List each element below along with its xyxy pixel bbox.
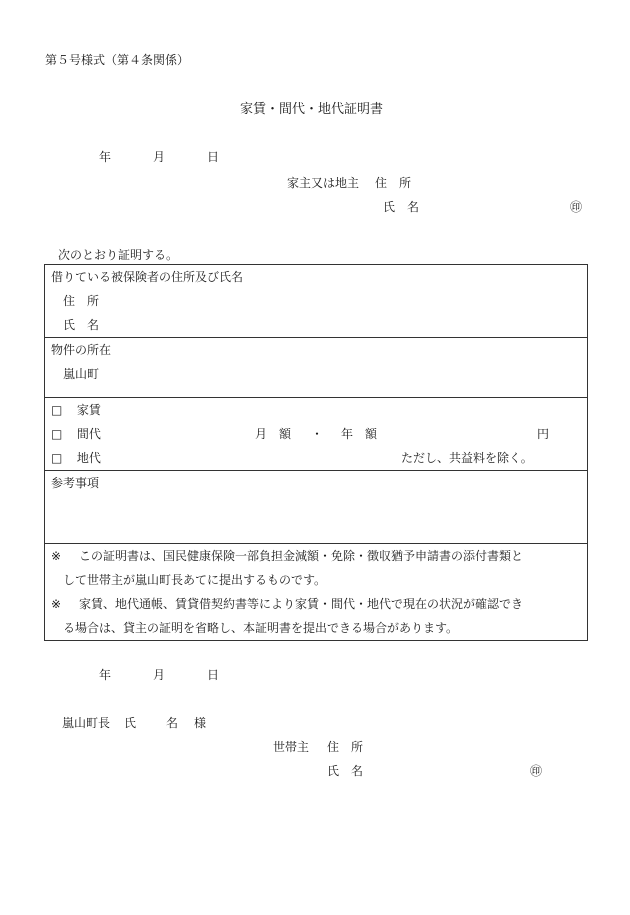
mayor-label: 嵐山町長 <box>62 716 111 730</box>
householder-name-label: 氏 名 <box>327 764 364 778</box>
form-number: 第５号様式（第４条関係） <box>45 53 190 67</box>
landlord-name-label: 氏 名 <box>383 200 420 214</box>
note-1-line-2: して世帯主が嵐山町長あてに提出するものです。 <box>63 573 327 587</box>
insured-section <box>45 265 588 338</box>
document-title: 家賃・間代・地代証明書 <box>240 102 384 117</box>
landlord-seal-mark: ㊞ <box>570 200 583 214</box>
addressee-name-label-2: 名 <box>166 716 179 730</box>
notes-section <box>45 544 588 641</box>
note-2-mark: ※ <box>51 597 62 611</box>
landlord-address-label: 住 所 <box>375 176 412 190</box>
date-bottom-day-label: 日 <box>207 668 220 682</box>
householder-seal-mark: ㊞ <box>530 764 543 778</box>
householder-address-label: 住 所 <box>327 740 364 754</box>
date-top-month-label: 月 <box>153 150 166 164</box>
currency-label: 円 <box>537 427 550 441</box>
date-bottom-month-label: 月 <box>153 668 166 682</box>
property-section <box>45 338 588 398</box>
note-2 <box>51 592 581 640</box>
insured-name-label: 氏 名 <box>63 318 100 332</box>
checkbox-rent[interactable]: □ <box>51 403 63 417</box>
amount-separator: ・ <box>311 427 324 441</box>
note-2-line-2: る場合は、貸主の証明を省略し、本証明書を提出できる場合があります。 <box>63 621 459 635</box>
insured-address-label: 住 所 <box>63 294 100 308</box>
note-1 <box>51 544 581 592</box>
certificate-table <box>44 264 588 641</box>
honorific: 様 <box>194 716 207 730</box>
option-label-room-rent: 間代 <box>76 427 101 441</box>
intro-text: 次のとおり証明する。 <box>58 248 179 262</box>
option-label-land-rent: 地代 <box>76 451 101 465</box>
date-bottom-year-label: 年 <box>99 668 112 682</box>
monthly-amount-label: 月 額 <box>255 427 292 441</box>
remarks-section <box>45 471 588 544</box>
room-rent-option-row <box>51 422 581 446</box>
insured-heading: 借りている被保険者の住所及び氏名 <box>51 270 244 284</box>
land-rent-option-row <box>51 446 581 470</box>
remarks-heading: 参考事項 <box>51 476 100 490</box>
householder-role-label: 世帯主 <box>273 740 310 754</box>
note-2-line-1: 家賃、地代通帳、賃貸借契約書等により家賃・間代・地代で現在の状況が確認でき <box>79 597 524 611</box>
property-location: 嵐山町 <box>63 367 100 381</box>
note-1-mark: ※ <box>51 549 62 563</box>
date-top-day-label: 日 <box>207 150 220 164</box>
rent-section <box>45 398 588 471</box>
option-label-rent: 家賃 <box>76 403 101 417</box>
common-fee-note: ただし、共益料を除く。 <box>401 451 533 465</box>
date-top-year-label: 年 <box>99 150 112 164</box>
property-heading: 物件の所在 <box>51 343 112 357</box>
checkbox-land-rent[interactable]: □ <box>51 451 63 465</box>
rent-option-row <box>51 398 581 422</box>
note-1-line-1: この証明書は、国民健康保険一部負担金減額・免除・徴収猶予申請書の添付書類と <box>79 549 524 563</box>
checkbox-room-rent[interactable]: □ <box>51 427 63 441</box>
addressee-name-label-1: 氏 <box>124 716 137 730</box>
landlord-role-label: 家主又は地主 <box>287 176 360 190</box>
annual-amount-label: 年 額 <box>341 427 378 441</box>
